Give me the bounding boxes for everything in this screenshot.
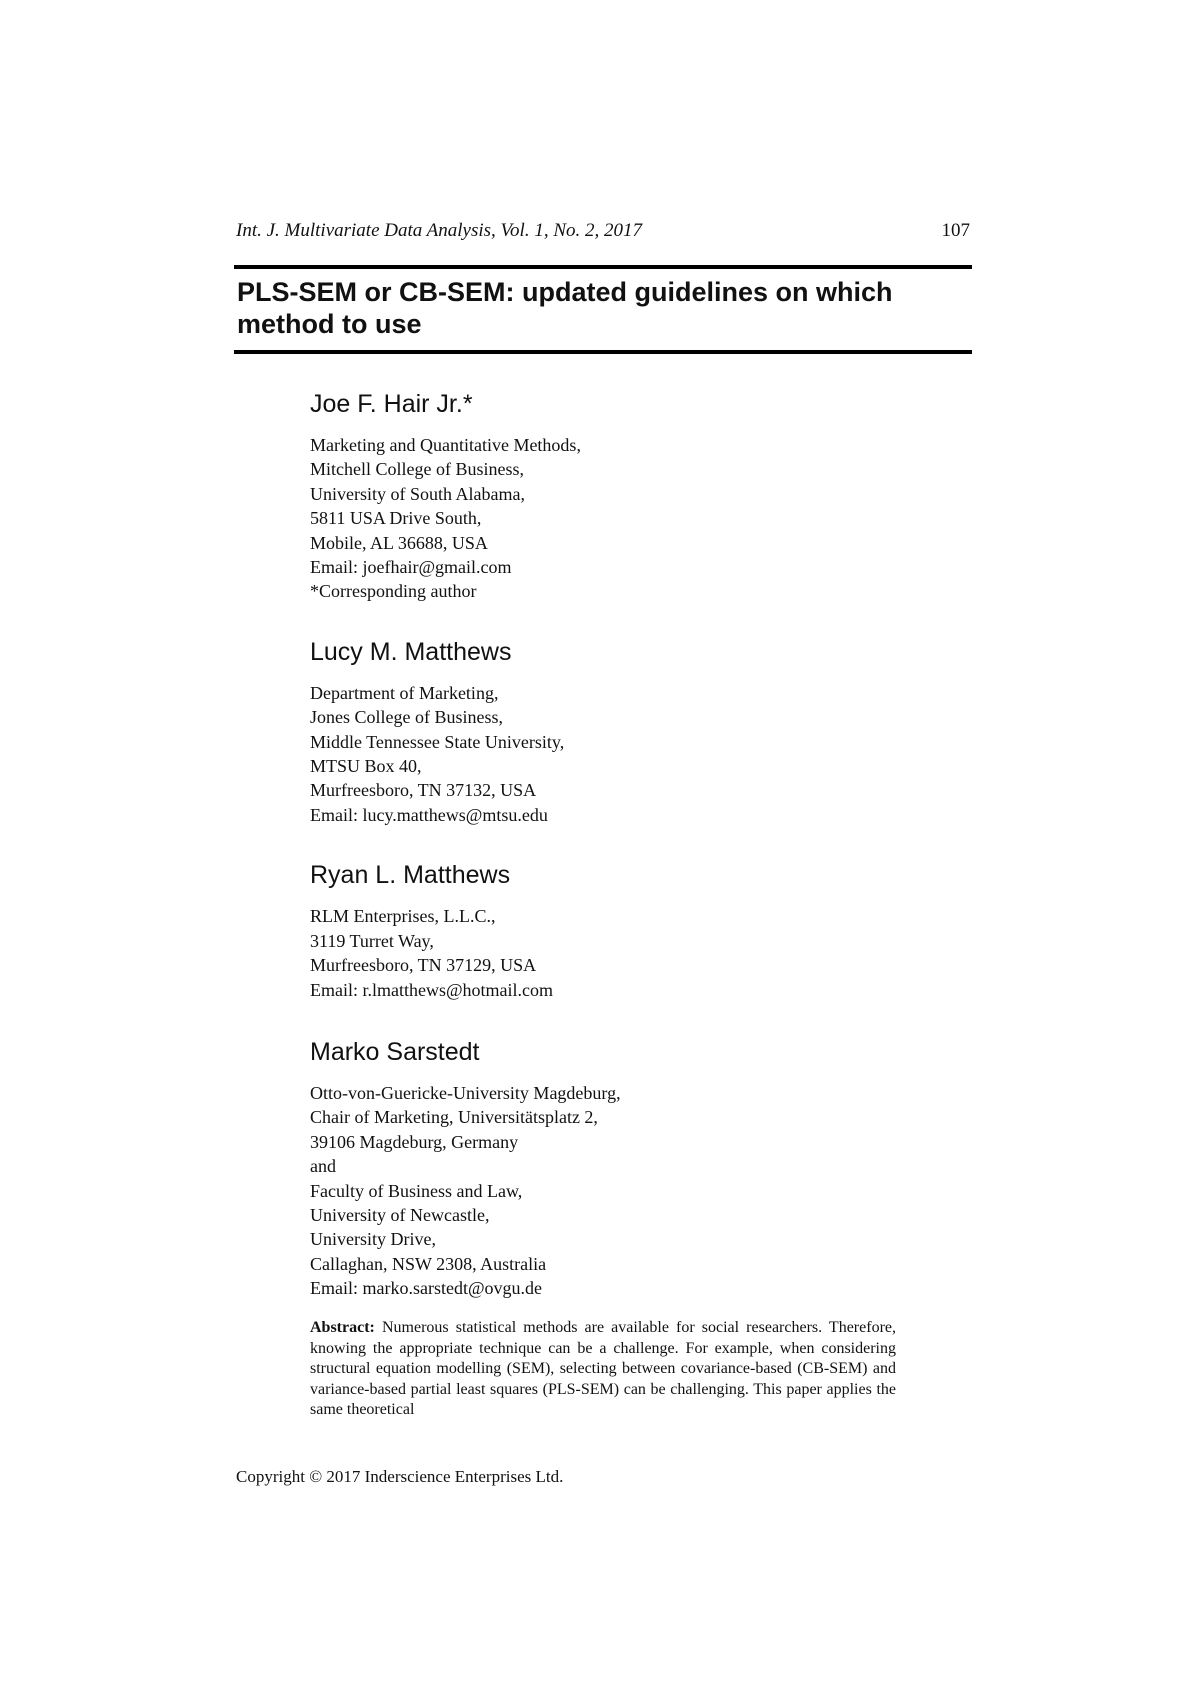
affiliation-line: Chair of Marketing, Universitätsplatz 2, — [310, 1107, 598, 1128]
title-rule-top — [234, 265, 972, 269]
affiliation-line: 5811 USA Drive South, — [310, 508, 482, 529]
journal-citation: Int. J. Multivariate Data Analysis, Vol. 1, No. 2, 2017 — [236, 220, 643, 241]
corresponding-author-note: *Corresponding author — [310, 581, 477, 602]
author-list — [310, 388, 910, 1301]
author-block — [310, 859, 910, 1002]
affiliation-line: University of South Alabama, — [310, 483, 525, 504]
author-email: Email: r.lmatthews@hotmail.com — [310, 979, 554, 1000]
author-name: Marko Sarstedt — [310, 1037, 480, 1066]
affiliation-line: Jones College of Business, — [310, 707, 503, 728]
affiliation-line: Otto-von-Guericke-University Magdeburg, — [310, 1082, 621, 1103]
affiliation-line: and — [310, 1156, 336, 1177]
author-email: Email: joefhair@gmail.com — [310, 557, 512, 578]
affiliation-line: Callaghan, NSW 2308, Australia — [310, 1253, 547, 1274]
affiliation-line: Department of Marketing, — [310, 682, 499, 703]
affiliation-line: University Drive, — [310, 1229, 436, 1250]
affiliation-line: Middle Tennessee State University, — [310, 731, 565, 752]
author-name: Ryan L. Matthews — [310, 861, 511, 890]
running-head — [236, 218, 970, 244]
author-spacer — [310, 1002, 910, 1036]
copyright-notice: Copyright © 2017 Inderscience Enterprises Ltd. — [236, 1467, 564, 1486]
author-name: Joe F. Hair Jr.* — [310, 390, 473, 418]
affiliation-line: 39106 Magdeburg, Germany — [310, 1131, 519, 1152]
author-block — [310, 1036, 910, 1301]
affiliation-line: 3119 Turret Way, — [310, 930, 434, 951]
title-rule-bottom — [234, 350, 972, 354]
author-spacer — [310, 827, 910, 859]
author-spacer — [310, 604, 910, 636]
author-block — [310, 636, 910, 827]
affiliation-line: MTSU Box 40, — [310, 756, 422, 777]
affiliation-line: RLM Enterprises, L.L.C., — [310, 906, 496, 927]
author-name: Lucy M. Matthews — [310, 637, 512, 666]
author-block — [310, 388, 910, 604]
abstract-label: Abstract: — [310, 1319, 375, 1336]
affiliation-line: Marketing and Quantitative Methods, — [310, 435, 581, 455]
affiliation-line: Murfreesboro, TN 37132, USA — [310, 780, 537, 801]
page-number: 107 — [941, 220, 970, 241]
affiliation-line: Murfreesboro, TN 37129, USA — [310, 955, 537, 976]
affiliation-line: University of Newcastle, — [310, 1204, 490, 1225]
abstract — [310, 1318, 896, 1421]
abstract-text: Numerous statistical methods are available for social researchers. Therefore, knowing the appropriate technique can be a challenge. For example, when considering structural equation modelling (SEM), selecting between covariance-based (CB-SEM) and variance-based partial least squares (PLS-SEM) can be challenging. This paper applies the same theoretical — [310, 1319, 896, 1419]
affiliation-line: Mobile, AL 36688, USA — [310, 532, 488, 553]
affiliation-line: Faculty of Business and Law, — [310, 1180, 523, 1201]
author-email: Email: lucy.matthews@mtsu.edu — [310, 804, 548, 825]
affiliation-line: Mitchell College of Business, — [310, 459, 524, 480]
paper-title: PLS-SEM or CB-SEM: updated guidelines on which method to use — [237, 277, 893, 339]
author-email: Email: marko.sarstedt@ovgu.de — [310, 1278, 543, 1299]
